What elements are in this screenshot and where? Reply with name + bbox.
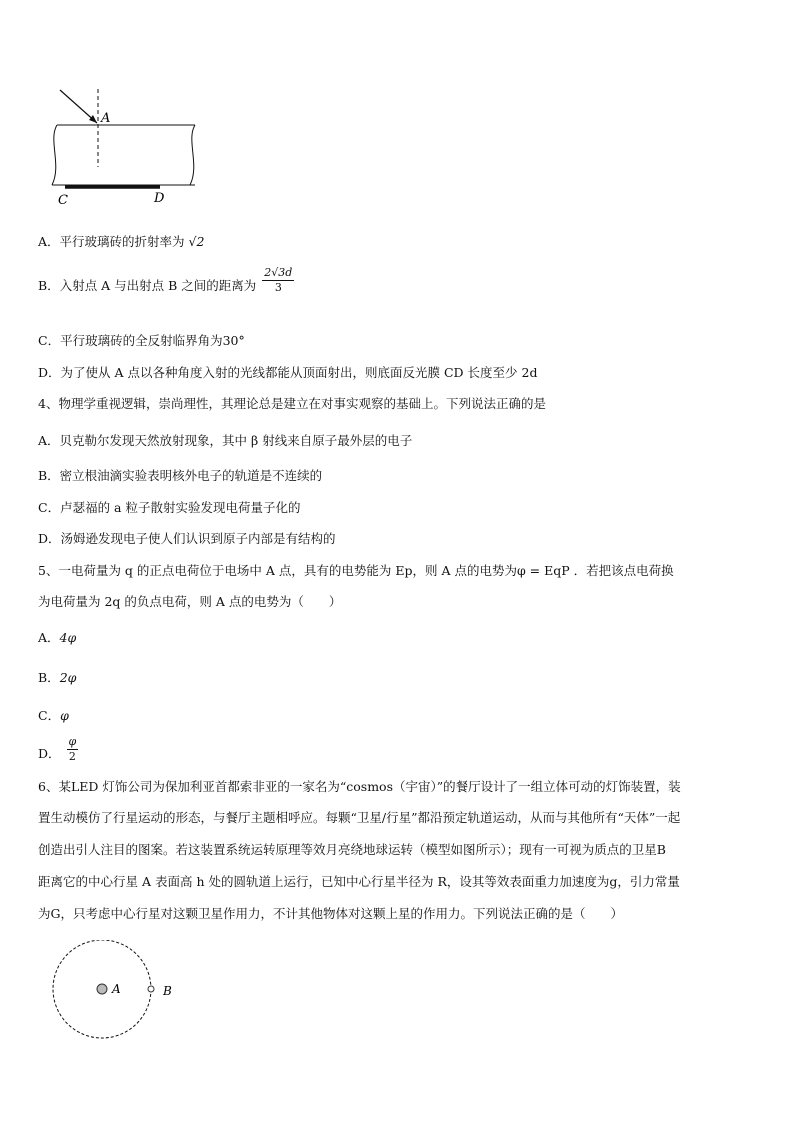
q5-stem-line2: 为电荷量为 2q 的负点电荷，则 A 点的电势为（ ） <box>38 594 342 609</box>
option-prefix: D． <box>38 746 61 761</box>
option-prefix: C． <box>38 333 61 348</box>
distance-fraction <box>262 266 294 295</box>
q4-option-d: D．汤姆逊发现电子使人们认识到原子内部是有结构的 <box>38 531 336 546</box>
phi-half-fraction <box>67 735 79 764</box>
q5-option-d <box>38 735 78 764</box>
option-text: 平行玻璃砖的全反射临界角为30° <box>60 333 245 348</box>
fraction-numerator: φ <box>68 735 77 748</box>
q5-option-c <box>38 708 69 724</box>
option-prefix: A． <box>38 630 60 645</box>
point-c-label: C <box>58 193 68 208</box>
q6-line4: 距离它的中心行星 A 表面高 h 处的圆轨道上运行，已知中心行星半径为 R，设其等效表面重力加速度为g，引力常量 <box>38 874 680 889</box>
option-math: 2φ <box>59 670 77 685</box>
q3-option-a <box>38 234 204 250</box>
q3-option-c <box>38 333 245 349</box>
option-text: 入射点 A 与出射点 B 之间的距离为 <box>59 278 257 293</box>
q4-option-c: C．卢瑟福的 a 粒子散射实验发现电荷量子化的 <box>38 500 301 515</box>
central-planet-a <box>97 984 107 994</box>
option-prefix: A． <box>38 234 60 249</box>
option-text: 为了使从 A 点以各种角度入射的光线都能从顶面射出，则底面反光膜 CD 长度至少 2d <box>60 365 538 380</box>
point-a-label: A <box>101 111 111 126</box>
glass-slab-figure <box>40 85 210 210</box>
option-prefix: D． <box>38 365 61 380</box>
orbit-figure <box>45 940 185 1040</box>
q3-option-b <box>38 266 294 295</box>
q5-option-a <box>38 630 76 646</box>
slab-left-break <box>52 125 57 185</box>
q6-line2: 置生动模仿了行星运动的形态，与餐厅主题相呼应。每颗“卫星/行星”都沿预定轨道运动，从而与其他所有“天体”一起 <box>38 810 681 825</box>
q4-option-b: B．密立根油滴实验表明核外电子的轨道是不连续的 <box>38 468 323 483</box>
q5-stem-line1: 5、一电荷量为 q 的正点电荷位于电场中 A 点，具有的电势能为 Ep，则 A 点的电势为φ = EqP ．若把该点电荷换 <box>38 563 674 578</box>
satellite-b-label: B <box>163 984 172 998</box>
option-prefix: B． <box>38 670 60 685</box>
q4-option-a: A．贝克勒尔发现天然放射现象，其中 β 射线来自原子最外层的电子 <box>38 433 413 448</box>
q4-stem: 4、物理学重视逻辑，崇尚理性，其理论总是建立在对事实观察的基础上。下列说法正确的是 <box>38 396 546 411</box>
q6-line3: 创造出引人注目的图案。若这装置系统运转原理等效月亮绕地球运转（模型如图所示）；现有一可视为质点的卫星B <box>38 842 666 857</box>
option-math: 4φ <box>59 630 77 645</box>
q6-line5: 为G，只考虑中心行星对这颗卫星作用力，不计其他物体对这颗上星的作用力。下列说法正确的是（ ） <box>38 906 623 921</box>
fraction-denominator: 3 <box>274 281 282 294</box>
option-prefix: B． <box>38 278 60 293</box>
planet-a-label: A <box>112 982 121 996</box>
sqrt2-math: √2 <box>188 234 205 249</box>
slab-right-break <box>190 125 195 185</box>
option-math: φ <box>60 708 69 723</box>
point-d-label: D <box>154 191 165 206</box>
fraction-denominator: 2 <box>68 750 76 763</box>
fraction-numerator: 2√3d <box>264 266 293 279</box>
q5-option-b <box>38 670 76 686</box>
q6-line1: 6、某LED 灯饰公司为保加利亚首都索非亚的一家名为“cosmos（宇宙）”的餐厅设计了一组立体可动的灯饰装置，装 <box>38 779 681 794</box>
option-text: 平行玻璃砖的折射率为 <box>59 234 185 249</box>
q3-option-d <box>38 365 537 381</box>
option-prefix: C． <box>38 708 61 723</box>
satellite-b <box>148 986 154 992</box>
